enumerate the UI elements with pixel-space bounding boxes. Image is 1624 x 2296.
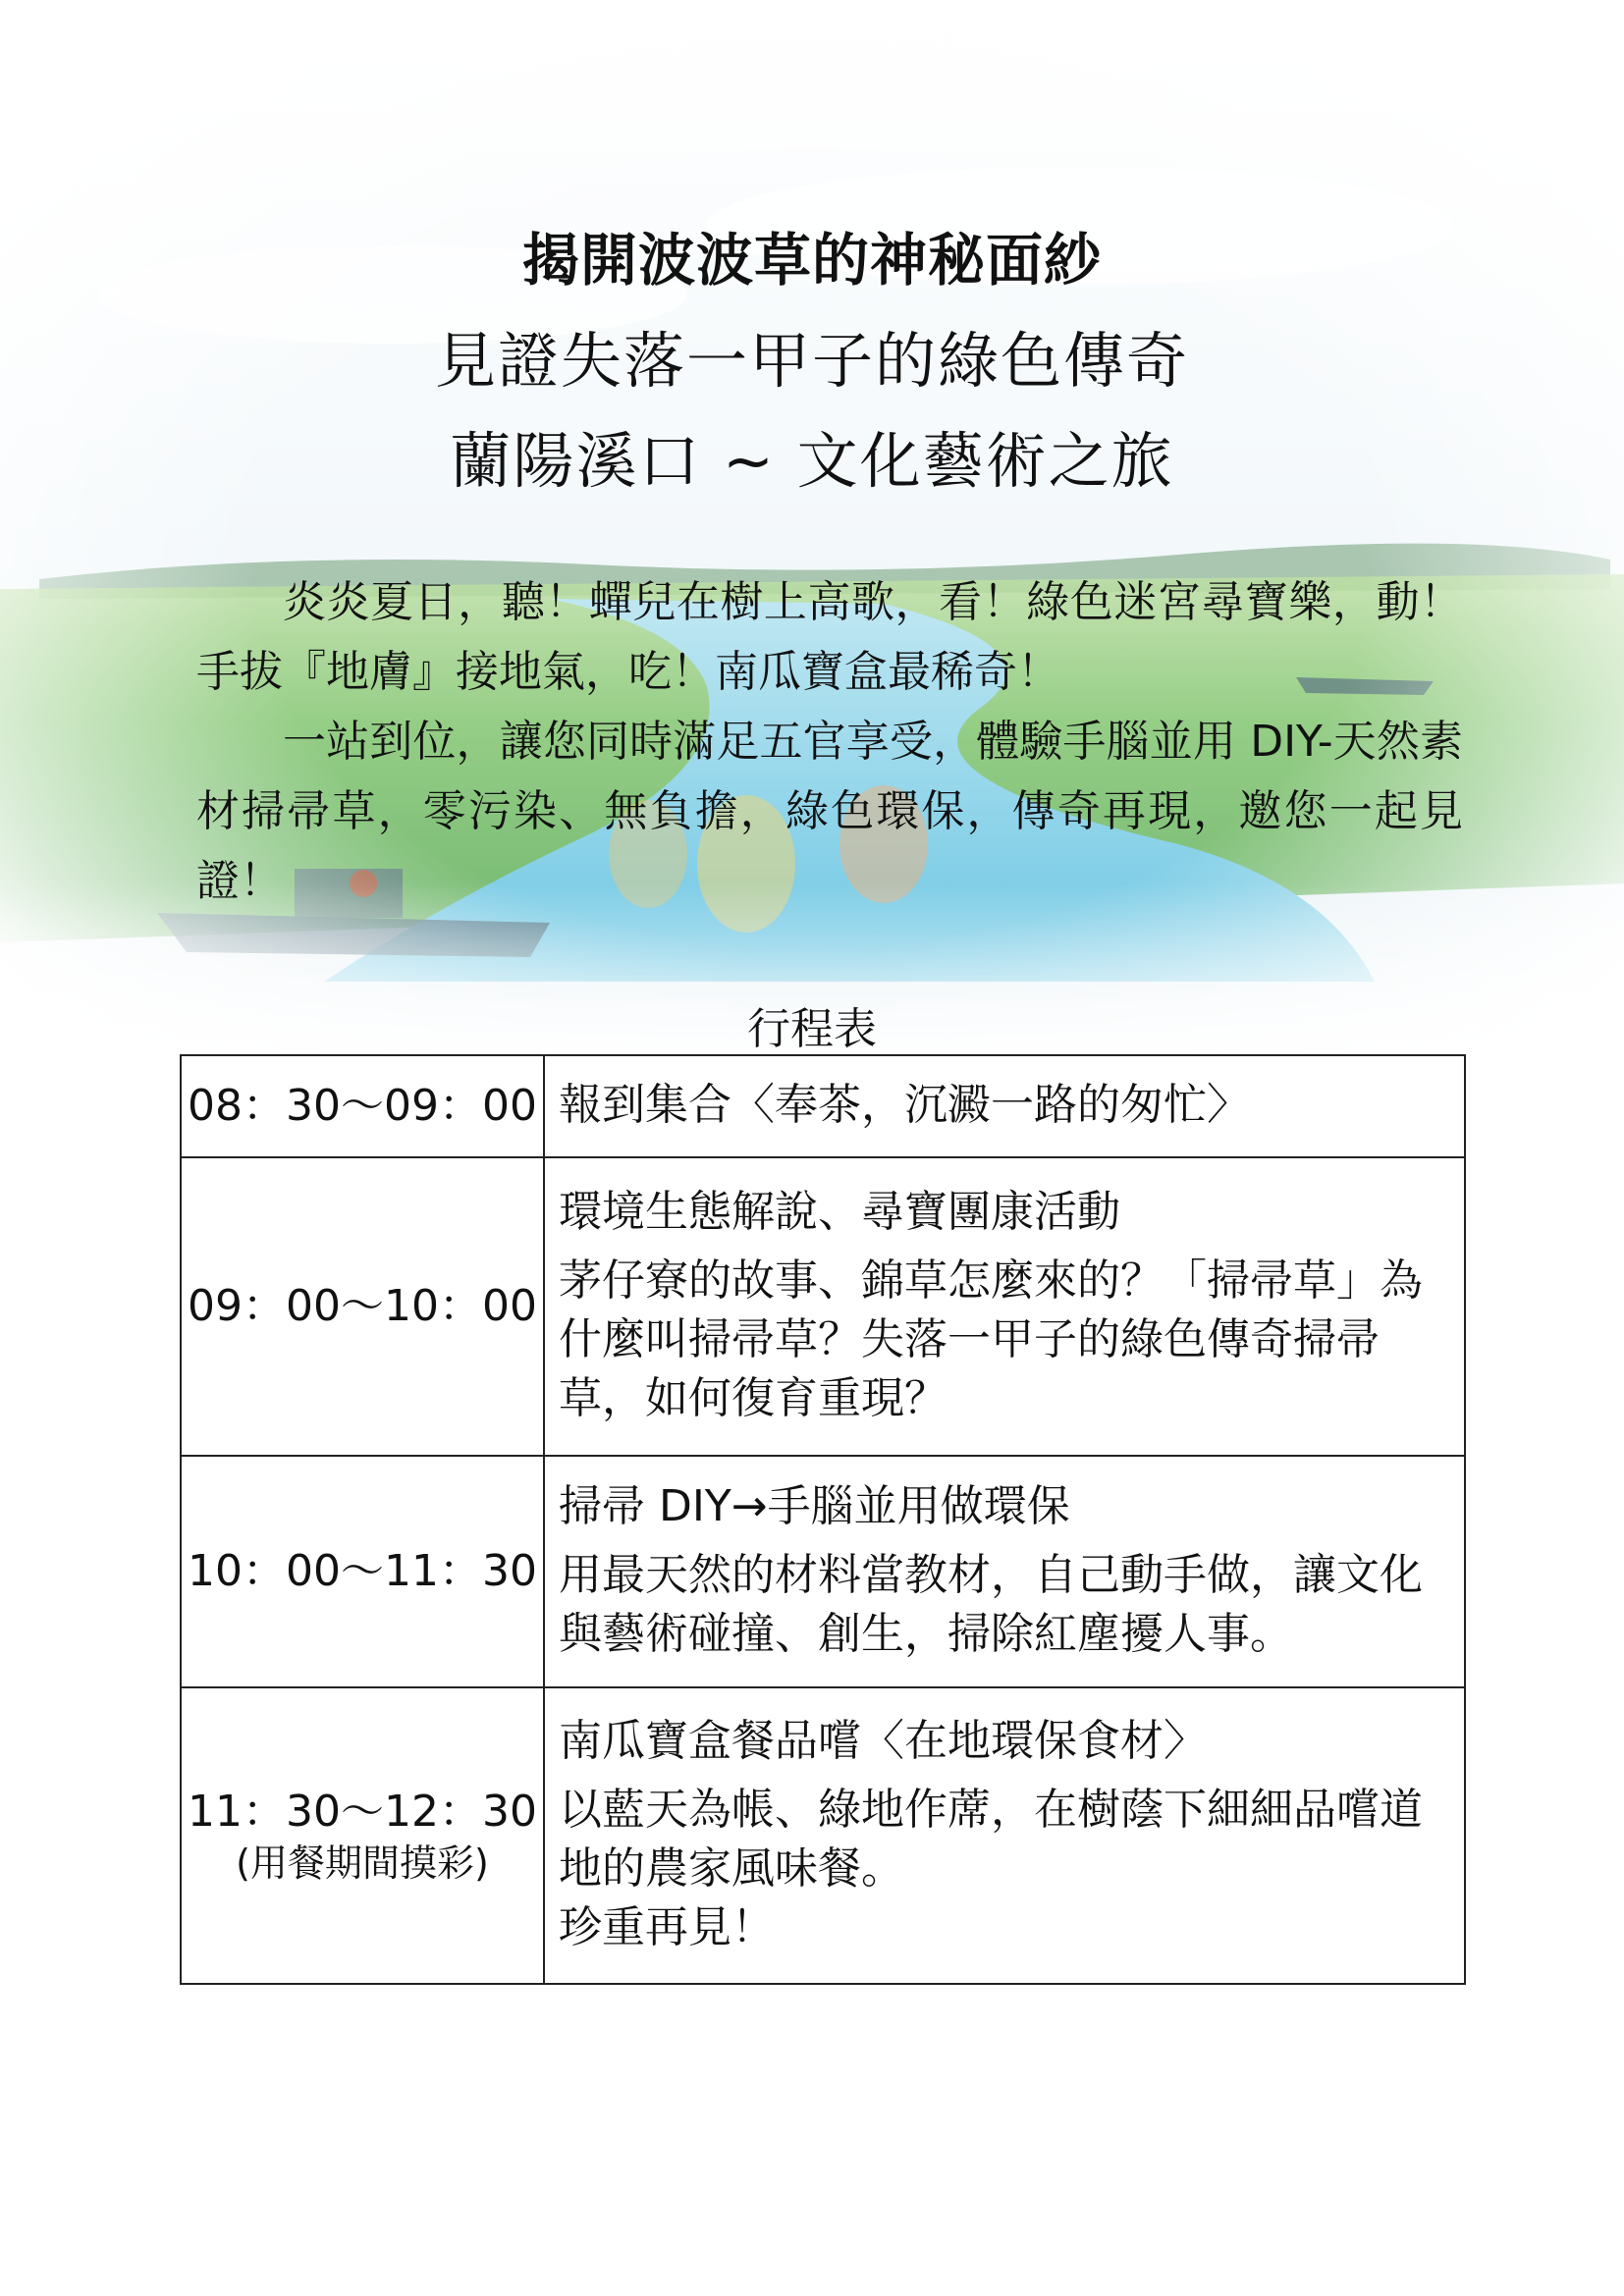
schedule-table <box>180 1054 1466 1985</box>
activity-line: 茅仔寮的故事、錦草怎麼來的？「掃帚草」為什麼叫掃帚草？失落一甲子的綠色傳奇掃帚草，如何復育重現？ <box>559 1255 1423 1423</box>
time-range: 10：00～11：30 <box>188 1546 537 1596</box>
time-note: (用餐期間摸彩) <box>236 1842 489 1885</box>
activity-line: 環境生態解說、尋寶團康活動 <box>559 1187 1120 1237</box>
activity-line: 南瓜寶盒餐品嚐〈在地環保食材〉 <box>559 1716 1207 1766</box>
title-line-2: 見證失落一甲子的綠色傳奇 <box>434 325 1189 397</box>
time-cell <box>181 1055 544 1157</box>
activity-line: 珍重再見！ <box>559 1902 775 1952</box>
activity-cell <box>544 1687 1465 1984</box>
intro-text <box>196 567 1463 916</box>
table-row <box>181 1687 1465 1984</box>
intro-paragraph-2: 一站到位，讓您同時滿足五官享受，體驗手腦並用 DIY-天然素材掃帚草，零污染、無負擔，綠色環保，傳奇再現，邀您一起見證！ <box>196 717 1463 906</box>
activity-line: 以藍天為帳、綠地作蓆，在樹蔭下細細品嚐道地的農家風味餐。 <box>559 1785 1423 1894</box>
activity-cell <box>544 1157 1465 1456</box>
table-row <box>181 1157 1465 1456</box>
intro-paragraph-1: 炎炎夏日，聽！蟬兒在樹上高歌，看！綠色迷宮尋寶樂，動！手拔『地膚』接地氣，吃！南瓜寶盒最稀奇！ <box>196 577 1463 697</box>
time-range: 11：30～12：30 <box>188 1787 537 1837</box>
time-cell <box>181 1687 544 1984</box>
time-cell <box>181 1157 544 1456</box>
activity-cell <box>544 1456 1465 1687</box>
time-range: 08：30～09：00 <box>188 1081 537 1131</box>
activity-line: 報到集合〈奉茶，沉澱一路的匆忙〉 <box>559 1080 1250 1130</box>
table-row <box>181 1456 1465 1687</box>
activity-line: 掃帚 DIY→手腦並用做環保 <box>559 1481 1070 1531</box>
time-cell <box>181 1456 544 1687</box>
activity-cell <box>544 1055 1465 1157</box>
schedule-title: 行程表 <box>747 1004 877 1054</box>
time-range: 09：00～10：00 <box>188 1281 537 1331</box>
activity-line: 用最天然的材料當教材，自己動手做，讓文化與藝術碰撞、創生，掃除紅塵擾人事。 <box>559 1550 1423 1659</box>
title-line-3: 蘭陽溪口 ~ 文化藝術之旅 <box>450 425 1174 497</box>
title-line-1: 揭開波波草的神秘面紗 <box>521 227 1102 294</box>
table-row <box>181 1055 1465 1157</box>
